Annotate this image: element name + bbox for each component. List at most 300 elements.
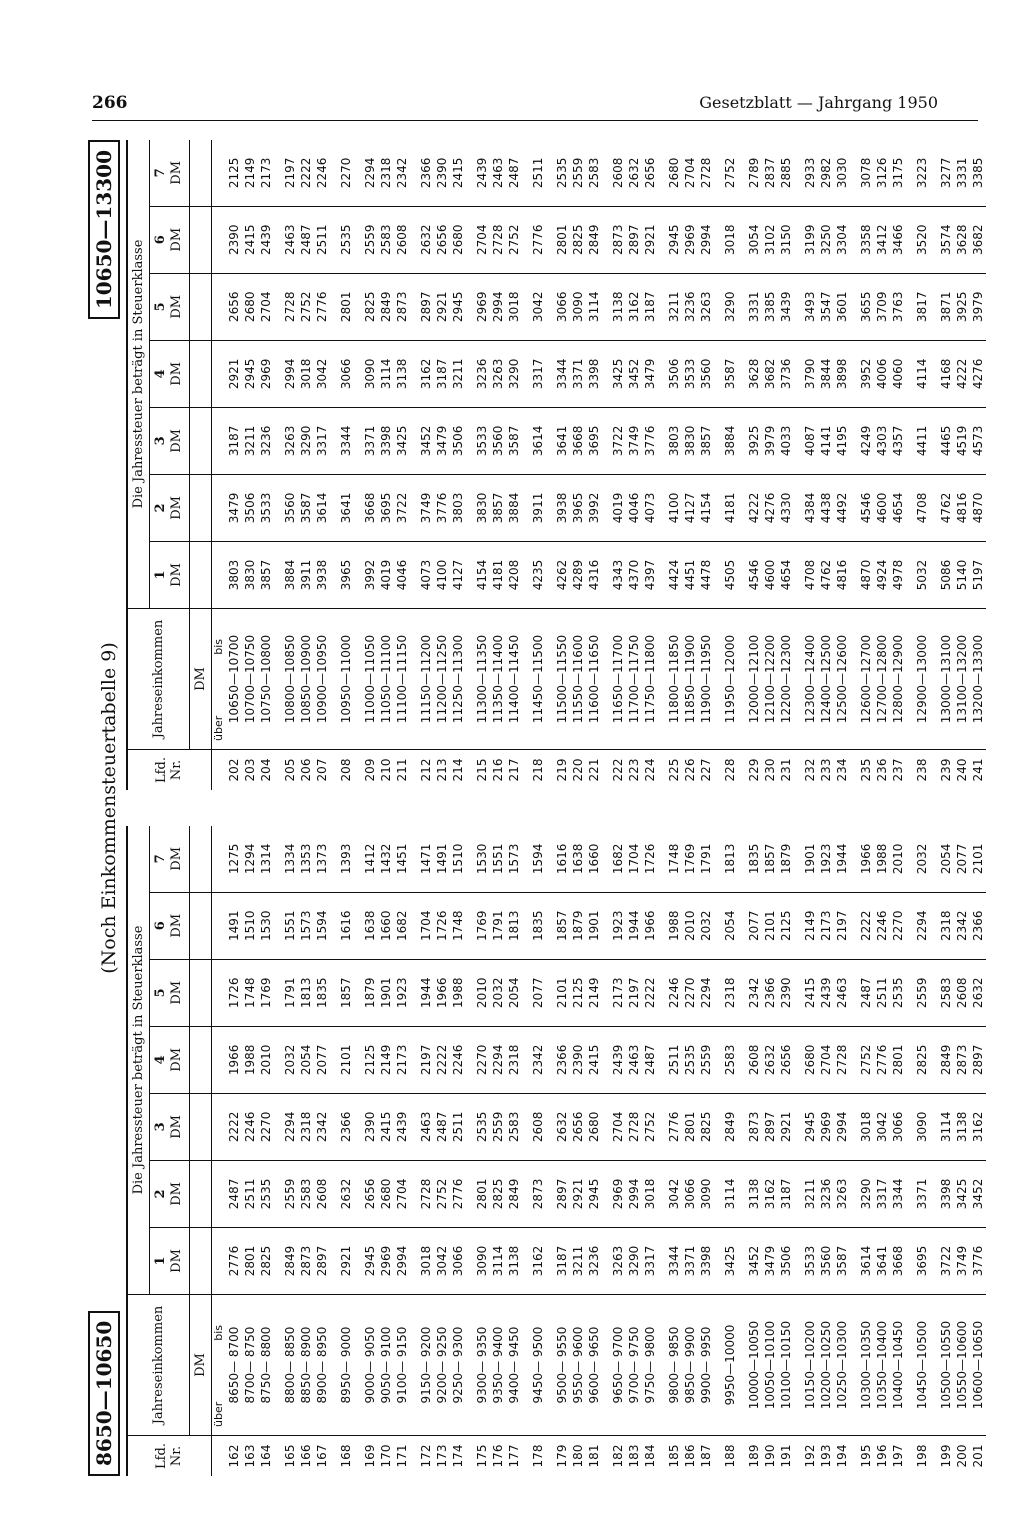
tax-cell: 2776 (314, 273, 330, 340)
tax-cell: 2559 (490, 1093, 506, 1160)
tax-cell: 3317 (874, 1160, 890, 1227)
tax-cell: 3223 (914, 157, 929, 189)
tax-cell: 3187 (642, 273, 658, 340)
tax-cell: 2801 (338, 273, 354, 340)
tax-cell: 2032 (490, 959, 506, 1026)
table-row (418, 140, 434, 790)
over-label: über (211, 1401, 225, 1427)
tax-cell: 4654 (890, 474, 906, 541)
tax-cell: 3317 (530, 340, 546, 407)
tax-cell: 2994 (698, 206, 714, 273)
tax-cell: 2897 (554, 1160, 570, 1227)
tax-cell: 3398 (698, 1227, 714, 1294)
group-gap (546, 140, 554, 790)
table-row (698, 140, 714, 790)
tax-cell: 5140 (954, 541, 970, 608)
tax-cell: 3317 (642, 1227, 658, 1294)
table-row (642, 140, 658, 790)
income-range: 9550— 9600 (570, 1295, 586, 1436)
tax-cell: 3263 (834, 1160, 850, 1227)
tax-cell: 2101 (338, 1026, 354, 1093)
table-row (778, 826, 794, 1476)
tax-cell: 4762 (938, 474, 954, 541)
tax-cell: 2511 (666, 1026, 682, 1093)
tax-cell: 2849 (378, 273, 394, 340)
tax-cell: 4222 (954, 340, 970, 407)
tax-cell: 2535 (554, 157, 569, 189)
tax-cell: 2873 (746, 1093, 762, 1160)
tax-cell: 3587 (722, 340, 738, 407)
tax-cell: 4708 (914, 474, 930, 541)
tax-cell: 1573 (506, 843, 521, 875)
tax-cell: 1923 (394, 959, 410, 1026)
row-number: 237 (890, 750, 906, 791)
tax-cell: 3695 (586, 407, 602, 474)
group-gap (354, 826, 362, 1476)
tax-cell: 2801 (554, 206, 570, 273)
tax-cell: 3162 (626, 273, 642, 340)
tax-cell: 2801 (890, 1026, 906, 1093)
tax-cell: 2366 (970, 892, 986, 959)
tax-cell: 4181 (490, 541, 506, 608)
income-range: 8700— 8750 (242, 1295, 258, 1436)
income-range: 10000—10050 (746, 1295, 762, 1436)
tax-cell: 4303 (874, 407, 890, 474)
table-row (570, 826, 586, 1476)
table-row (474, 140, 490, 790)
row-number: 232 (802, 750, 818, 791)
table-row (554, 140, 570, 790)
page-number: 266 (92, 93, 128, 113)
row-number: 233 (818, 750, 834, 791)
table-row (642, 826, 658, 1476)
table-row (666, 826, 682, 1476)
tax-cell: 3506 (450, 407, 466, 474)
tax-cell: 2390 (362, 1093, 378, 1160)
tax-cell: 2969 (682, 206, 698, 273)
tax-cell: 4100 (666, 474, 682, 541)
tax-cell: 2222 (434, 1026, 450, 1093)
tax-cell: 2825 (570, 206, 586, 273)
subheader-spacer (189, 892, 211, 959)
tax-cell: 1530 (258, 892, 274, 959)
tax-cell: 1813 (298, 959, 314, 1026)
tax-cell: 2680 (450, 206, 466, 273)
group-gap (466, 140, 474, 790)
tax-cell: 2704 (610, 1093, 626, 1160)
row-number: 182 (610, 1436, 626, 1477)
row-number: 227 (698, 750, 714, 791)
tax-cell: 3018 (418, 1227, 434, 1294)
row-number: 173 (434, 1436, 450, 1477)
over-to-row (211, 140, 226, 790)
table-row (938, 826, 954, 1476)
row-number: 204 (258, 750, 274, 791)
tax-cell: 1857 (338, 959, 354, 1026)
tax-cell: 2933 (802, 157, 817, 189)
tax-cell: 2415 (586, 1026, 602, 1093)
tax-cell: 3790 (802, 340, 818, 407)
income-range: 11400—11450 (506, 609, 522, 750)
tax-cell: 2776 (666, 1093, 682, 1160)
col-lfd-header: Lfd. Nr. (127, 750, 211, 791)
tax-cell: 3668 (362, 474, 378, 541)
tax-cell: 2969 (610, 1160, 626, 1227)
col-class-3-header (149, 1093, 189, 1160)
group-gap (794, 140, 802, 790)
tax-cell: 3042 (434, 1227, 450, 1294)
table-row (394, 826, 410, 1476)
tax-cell: 3090 (698, 1160, 714, 1227)
tax-cell: 4343 (610, 541, 626, 608)
tax-cell: 1944 (626, 892, 642, 959)
tax-cell: 3844 (818, 340, 834, 407)
income-range: 12500—12600 (834, 609, 850, 750)
tax-cell: 2752 (506, 206, 522, 273)
tax-cell: 2342 (530, 1026, 546, 1093)
tax-cell: 2222 (226, 1093, 242, 1160)
income-range: 11750—11800 (642, 609, 658, 750)
tax-cell: 2439 (258, 206, 274, 273)
tax-cell: 3263 (490, 340, 506, 407)
income-range: 9700— 9750 (626, 1295, 642, 1436)
class-number: 2 (153, 503, 168, 513)
table-row (434, 140, 450, 790)
tax-cell: 2318 (378, 157, 393, 189)
tax-cell: 2125 (362, 1026, 378, 1093)
tax-cell: 2197 (834, 892, 850, 959)
tax-cell: 2390 (226, 206, 242, 273)
tax-cell: 3776 (970, 1227, 986, 1294)
tax-cell: 3830 (682, 407, 698, 474)
tax-cell: 2463 (490, 157, 505, 189)
income-range: 10450—10500 (914, 1295, 930, 1436)
row-number: 226 (682, 750, 698, 791)
tax-cell: 2270 (338, 157, 353, 189)
income-range: 9300— 9350 (474, 1295, 490, 1436)
group-gap (522, 140, 530, 790)
tax-cell: 1393 (338, 843, 353, 875)
row-number: 192 (802, 1436, 818, 1477)
tax-cell: 3425 (722, 1227, 738, 1294)
row-number: 238 (914, 750, 930, 791)
row-number: 230 (762, 750, 778, 791)
group-gap (330, 140, 338, 790)
subheader-spacer (189, 206, 211, 273)
tax-cell: 2318 (506, 1026, 522, 1093)
group-gap (330, 826, 338, 1476)
class-currency: DM (169, 1182, 184, 1206)
tax-cell: 2463 (626, 1026, 642, 1093)
tax-cell: 2583 (938, 959, 954, 1026)
tax-cell: 2656 (642, 157, 657, 189)
tax-cell: 3090 (570, 273, 586, 340)
tax-cell: 2077 (954, 843, 969, 875)
tax-cell: 3398 (938, 1160, 954, 1227)
tax-cell: 3452 (626, 340, 642, 407)
col-income-currency: DM (189, 1295, 211, 1436)
tax-cell: 2945 (586, 1160, 602, 1227)
tax-cell: 2632 (338, 1160, 354, 1227)
income-range: 10700—10750 (242, 609, 258, 750)
tax-cell: 1726 (434, 892, 450, 959)
tax-cell: 3042 (874, 1093, 890, 1160)
col-income-header: Jahreseinkommen (127, 1295, 189, 1436)
row-number: 178 (530, 1436, 546, 1477)
group-gap (466, 826, 474, 1476)
table-row (506, 140, 522, 790)
tax-cell: 2608 (746, 1026, 762, 1093)
tax-cell: 3479 (226, 474, 242, 541)
row-number: 166 (298, 1436, 314, 1477)
income-range: 11250—11300 (450, 609, 466, 750)
tax-cell: 2197 (282, 157, 297, 189)
income-range: 10550—10600 (954, 1295, 970, 1436)
group-gap (274, 826, 282, 1476)
row-number: 163 (242, 1436, 258, 1477)
tax-cell: 4181 (722, 474, 738, 541)
row-number: 188 (722, 1436, 738, 1477)
tax-cell: 2054 (506, 959, 522, 1026)
tax-cell: 4087 (802, 407, 818, 474)
income-range: 10100—10150 (778, 1295, 794, 1436)
income-range: 10950—11000 (338, 609, 354, 750)
class-currency: DM (169, 847, 184, 871)
tax-cell: 4492 (834, 474, 850, 541)
tax-cell: 4978 (890, 541, 906, 608)
income-range: 10050—10100 (762, 1295, 778, 1436)
tax-cell: 4816 (954, 474, 970, 541)
tax-cell: 2656 (434, 206, 450, 273)
tax-cell: 3066 (682, 1160, 698, 1227)
tax-cell: 3236 (682, 273, 698, 340)
table-row (890, 826, 906, 1476)
table-row (586, 826, 602, 1476)
tax-cell: 4924 (874, 541, 890, 608)
tax-cell: 2825 (914, 1026, 930, 1093)
tax-cell: 2849 (586, 206, 602, 273)
table-row (682, 140, 698, 790)
class-number: 3 (153, 436, 168, 446)
tax-cell: 2752 (298, 273, 314, 340)
table-row (434, 826, 450, 1476)
row-number: 216 (490, 750, 506, 791)
tax-cell: 2849 (722, 1093, 738, 1160)
tax-cell: 3425 (610, 340, 626, 407)
subheader-spacer (189, 273, 211, 340)
tax-cell: 2511 (314, 206, 330, 273)
tax-cell: 3722 (394, 474, 410, 541)
row-number: 177 (506, 1436, 522, 1477)
table-row (834, 140, 850, 790)
tax-cell: 3054 (746, 206, 762, 273)
class-number: 6 (153, 235, 168, 245)
table-row (610, 826, 626, 1476)
group-gap (410, 826, 418, 1476)
tax-cell: 2439 (474, 157, 489, 189)
income-range: 11600—11650 (586, 609, 602, 750)
tax-cell: 2559 (570, 157, 585, 189)
class-currency: DM (169, 1249, 184, 1273)
table-row (450, 140, 466, 790)
tax-cell: 3304 (834, 206, 850, 273)
tax-cell: 2583 (586, 157, 601, 189)
tax-cell: 3162 (530, 1227, 546, 1294)
tax-cell: 2559 (362, 206, 378, 273)
income-range: 9950—10000 (722, 1295, 738, 1436)
tax-cell: 2680 (378, 1160, 394, 1227)
income-range: 9000— 9050 (362, 1295, 378, 1436)
tax-cell: 4600 (874, 474, 890, 541)
group-gap (658, 140, 666, 790)
income-range: 8900— 8950 (314, 1295, 330, 1436)
tax-cell: 2173 (394, 1026, 410, 1093)
tax-cell: 1551 (282, 892, 298, 959)
tax-cell: 3533 (258, 474, 274, 541)
row-number: 176 (490, 1436, 506, 1477)
tax-cell: 3898 (834, 340, 850, 407)
tax-cell: 1748 (666, 843, 681, 875)
table-row (858, 140, 874, 790)
tax-cell: 1879 (362, 959, 378, 1026)
tax-cell: 2125 (778, 892, 794, 959)
income-range: 8750— 8800 (258, 1295, 274, 1436)
row-number: 200 (954, 1436, 970, 1477)
tax-cell: 1314 (258, 843, 273, 875)
row-number: 199 (938, 1436, 954, 1477)
tax-cell: 4262 (554, 541, 570, 608)
tax-cell: 3290 (722, 273, 738, 340)
row-number: 215 (474, 750, 490, 791)
income-range: 10750—10800 (258, 609, 274, 750)
tax-cell: 3506 (778, 1227, 794, 1294)
tax-cell: 1813 (506, 892, 522, 959)
tax-cell: 1901 (802, 843, 817, 875)
tax-cell: 3668 (570, 407, 586, 474)
income-range: 11000—11050 (362, 609, 378, 750)
tax-cell: 2969 (258, 340, 274, 407)
tax-cell: 1616 (338, 892, 354, 959)
table-row (418, 826, 434, 1476)
tax-cell: 2969 (474, 273, 490, 340)
tax-cell: 3965 (570, 474, 586, 541)
tax-cell: 3479 (762, 1227, 778, 1294)
col-class-2-header (149, 1160, 189, 1227)
row-number: 194 (834, 1436, 850, 1477)
tax-cell: 4019 (610, 474, 626, 541)
tax-cell: 3371 (682, 1227, 698, 1294)
tax-cell: 2752 (642, 1093, 658, 1160)
journal-title: Gesetzblatt — Jahrgang 1950 (699, 93, 938, 112)
tax-cell: 2897 (762, 1093, 778, 1160)
tax-cell: 3290 (506, 340, 522, 407)
tax-cell: 2149 (378, 1026, 394, 1093)
group-gap (410, 140, 418, 790)
tax-cell: 2390 (434, 157, 449, 189)
tax-cell: 4600 (762, 541, 778, 608)
income-range: 11550—11600 (570, 609, 586, 750)
tax-cell: 3263 (698, 273, 714, 340)
tax-cell: 2318 (722, 959, 738, 1026)
income-range: 9900— 9950 (698, 1295, 714, 1436)
tax-cell: 2945 (450, 273, 466, 340)
tax-cell: 1966 (858, 843, 873, 875)
class-currency: DM (169, 361, 184, 386)
tax-cell: 2125 (570, 959, 586, 1026)
row-number: 196 (874, 1436, 890, 1477)
tax-cell: 2010 (474, 959, 490, 1026)
group-gap (738, 140, 746, 790)
tax-cell: 2849 (938, 1026, 954, 1093)
table-row (362, 826, 378, 1476)
row-number: 193 (818, 1436, 834, 1477)
tax-cell: 2294 (698, 959, 714, 1026)
tax-cell: 1491 (226, 892, 242, 959)
row-number: 229 (746, 750, 762, 791)
tax-cell: 2149 (802, 892, 818, 959)
table-row (802, 140, 818, 790)
tax-cell: 2728 (418, 1160, 434, 1227)
group-gap (906, 140, 914, 790)
table-row (914, 826, 930, 1476)
tax-cell: 2897 (418, 273, 434, 340)
class-currency: DM (169, 227, 184, 252)
tax-cell: 3042 (314, 340, 330, 407)
tax-cell: 1835 (746, 843, 761, 875)
income-range: 13200—13300 (970, 609, 986, 750)
tax-cell: 3126 (874, 157, 889, 189)
tax-cell: 3992 (362, 541, 378, 608)
tax-cell: 4073 (642, 474, 658, 541)
tax-cell: 1791 (698, 843, 713, 875)
tax-cell: 2222 (858, 892, 874, 959)
tax-cell: 1988 (666, 892, 682, 959)
tax-cell: 1412 (362, 843, 377, 875)
tax-cell: 2535 (338, 206, 354, 273)
tax-cell: 3187 (554, 1227, 570, 1294)
tax-cell: 4046 (394, 541, 410, 608)
tax-cell: 2801 (242, 1227, 258, 1294)
tax-cell: 3641 (554, 407, 570, 474)
tax-cell: 3938 (554, 474, 570, 541)
tax-cell: 3479 (642, 340, 658, 407)
group-gap (906, 826, 914, 1476)
tax-cell: 4222 (746, 474, 762, 541)
tax-cell: 3236 (586, 1227, 602, 1294)
table-row (610, 140, 626, 790)
tax-cell: 2246 (314, 157, 329, 189)
tax-cell: 1944 (418, 959, 434, 1026)
tax-cell: 1835 (530, 892, 546, 959)
tax-cell: 1616 (554, 843, 569, 875)
tax-cell: 2222 (642, 959, 658, 1026)
row-number: 179 (554, 1436, 570, 1477)
tax-cell: 2656 (570, 1093, 586, 1160)
tax-cell: 3398 (378, 407, 394, 474)
tax-cell: 3344 (890, 1160, 906, 1227)
income-range: 12100—12200 (762, 609, 778, 750)
tax-cell: 3114 (378, 340, 394, 407)
tax-cell: 4249 (858, 407, 874, 474)
tax-cell: 2294 (282, 1093, 298, 1160)
tax-cell: 3560 (818, 1227, 834, 1294)
tax-cell: 2873 (610, 206, 626, 273)
table-row (858, 826, 874, 1476)
group-gap (930, 826, 938, 1476)
income-range: 9350— 9400 (490, 1295, 506, 1436)
tax-cell: 3211 (802, 1160, 818, 1227)
income-range: 9500— 9550 (554, 1295, 570, 1436)
